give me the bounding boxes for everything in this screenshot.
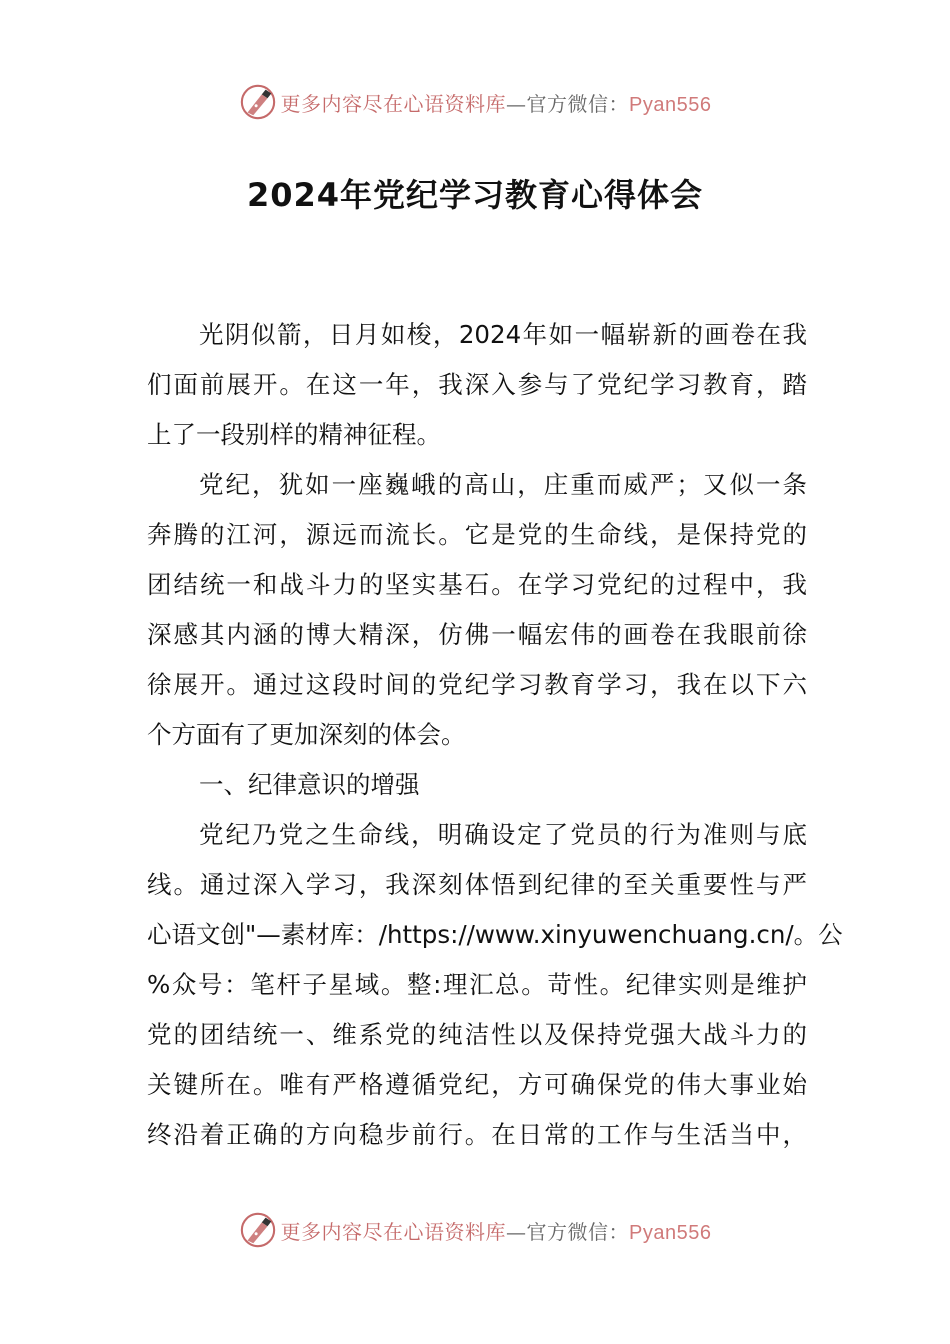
watermark-official: 官方微信：	[526, 1219, 630, 1244]
watermark-separator: —	[506, 91, 527, 116]
paragraph-line: 们面前展开。在这一年，我深入参与了党纪学习教育，踏	[147, 370, 807, 399]
header-watermark	[0, 80, 950, 124]
paragraph-line: 团结统一和战斗力的坚实基石。在学习党纪的过程中，我	[147, 570, 807, 599]
watermark-brand: 更多内容尽在心语资料库	[280, 1219, 507, 1244]
paragraph-line: 奔腾的江河，源远而流长。它是党的生命线，是保持党的	[147, 520, 807, 549]
watermark-brand: 更多内容尽在心语资料库	[280, 91, 507, 116]
paragraph-line: 党纪乃党之生命线，明确设定了党员的行为准则与底	[199, 820, 807, 849]
paragraph-line: 心语文创"—素材库：/https://www.xinyuwenchuang.cn/。公	[147, 920, 843, 949]
paragraph-line: 终沿着正确的方向稳步前行。在日常的工作与生活当中，	[147, 1120, 807, 1149]
paragraph-line: 关键所在。唯有严格遵循党纪，方可确保党的伟大事业始	[147, 1070, 807, 1099]
watermark-text	[281, 1216, 712, 1245]
document-body	[147, 310, 843, 1160]
pen-nib-logo-icon	[239, 1211, 277, 1249]
watermark-official: 官方微信：	[526, 91, 630, 116]
paragraph-line: 党的团结统一、维系党的纯洁性以及保持党强大战斗力的	[147, 1020, 807, 1049]
watermark-wechat-id: Pyan556	[629, 93, 712, 116]
document-title: 2024年党纪学习教育心得体会	[246, 176, 704, 214]
watermark-text	[281, 88, 712, 117]
paragraph-line: 光阴似箭，日月如梭，2024年如一幅崭新的画卷在我	[199, 320, 807, 349]
paragraph-line: 深感其内涵的博大精深，仿佛一幅宏伟的画卷在我眼前徐	[147, 620, 807, 649]
paragraph-line: 上了一段别样的精神征程。	[147, 420, 441, 449]
watermark-separator: —	[506, 1219, 527, 1244]
paragraph-line: 个方面有了更加深刻的体会。	[147, 720, 466, 749]
paragraph-line: 线。通过深入学习，我深刻体悟到纪律的至关重要性与严	[147, 870, 807, 899]
paragraph-line: 徐展开。通过这段时间的党纪学习教育学习，我在以下六	[147, 670, 807, 699]
section-heading: 一、纪律意识的增强	[199, 770, 420, 799]
footer-watermark	[0, 1208, 950, 1252]
paragraph-line: 党纪，犹如一座巍峨的高山，庄重而威严；又似一条	[199, 470, 807, 499]
watermark-wechat-id: Pyan556	[629, 1221, 712, 1244]
pen-nib-logo-icon	[239, 83, 277, 121]
paragraph-line: %众号：笔杆子星域。整:理汇总。苛性。纪律实则是维护	[147, 970, 807, 999]
